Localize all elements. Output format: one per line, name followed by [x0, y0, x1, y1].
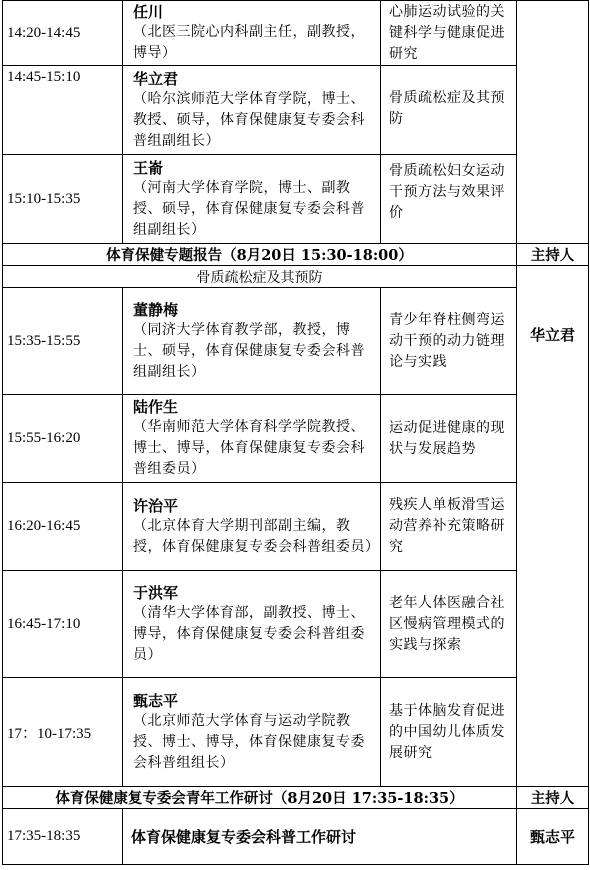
section-header: 体育保健康复专委会青年工作研讨（8月20日 17:35-18:35）	[3, 787, 517, 809]
speaker-name: 董静梅	[133, 300, 179, 319]
host-name: 华立君	[517, 266, 589, 787]
session-time: 15:55-16:20	[3, 395, 123, 483]
speaker-name: 于洪军	[133, 583, 179, 602]
table-row	[3, 678, 589, 787]
speaker-description: （华南师范大学体育科学学院教授、博士、博导，体育保健康复专委会科普组委员）	[133, 419, 365, 477]
speaker-cell	[123, 483, 381, 571]
speaker-name: 华立君	[133, 69, 179, 88]
talk-topic: 老年人体医融合社区慢病管理模式的实践与探索	[381, 571, 517, 678]
session-time: 14:20-14:45	[3, 1, 123, 66]
speaker-cell	[123, 1, 381, 66]
session-time: 15:10-15:35	[3, 155, 123, 244]
section-subheading: 骨质疏松症及其预防	[3, 266, 517, 288]
talk-topic: 基于体脑发育促进的中国幼儿体质发展研究	[381, 678, 517, 787]
table-row	[3, 288, 589, 395]
talk-topic: 骨质疏松症及其预防	[381, 66, 517, 155]
speaker-cell	[123, 288, 381, 395]
speaker-description: （北医三院心内科副主任，副教授，博导）	[133, 24, 365, 61]
speaker-name: 任川	[133, 3, 164, 21]
speaker-cell	[123, 678, 381, 787]
table-row	[3, 809, 589, 865]
speaker-name: 王嵛	[133, 158, 164, 177]
session-time: 16:45-17:10	[3, 571, 123, 678]
session-time: 14:45-15:10	[3, 66, 123, 155]
session-time: 17:35-18:35	[3, 809, 123, 865]
subheading-row	[3, 266, 589, 288]
speaker-description: （同济大学体育教学部，教授，博士、硕导，体育保健康复专委会科普组副组长）	[133, 321, 365, 380]
session-time: 17：10-17:35	[3, 678, 123, 787]
section-header-row	[3, 244, 589, 266]
speaker-name: 许治平	[133, 496, 179, 515]
talk-topic: 骨质疏松妇女运动干预方法与效果评价	[381, 155, 517, 244]
speaker-description: （北京体育大学期刊部副主编，教授，体育保健康复专委会科普组委员）	[133, 517, 380, 555]
session-time: 15:35-15:55	[3, 288, 123, 395]
speaker-description: （北京师范大学体育与运动学院教授、博士、博导，体育保健康复专委会科普组组长）	[133, 712, 365, 771]
speaker-description: （哈尔滨师范大学体育学院，博士、教授、硕导，体育保健康复专委会科普组副组长）	[133, 90, 365, 149]
host-label: 主持人	[517, 787, 589, 809]
host-name: 甄志平	[517, 809, 589, 865]
table-row	[3, 1, 589, 66]
host-label: 主持人	[517, 244, 589, 266]
table-row	[3, 66, 589, 155]
section-header: 体育保健专题报告（8月20日 15:30-18:00）	[3, 244, 517, 266]
speaker-description: （河南大学体育学院，博士、副教授、硕导，体育保健康复专委会科普组副组长）	[133, 179, 365, 238]
talk-topic: 运动促进健康的现状与发展趋势	[381, 395, 517, 483]
speaker-cell	[123, 66, 381, 155]
session-time: 16:20-16:45	[3, 483, 123, 571]
table-row	[3, 395, 589, 483]
table-row	[3, 155, 589, 244]
speaker-cell	[123, 571, 381, 678]
talk-topic: 青少年脊柱侧弯运动干预的动力链理论与实践	[381, 288, 517, 395]
talk-topic: 残疾人单板滑雪运动营养补充策略研究	[381, 483, 517, 571]
host-cell-empty	[517, 1, 589, 244]
speaker-name: 陆作生	[133, 398, 179, 416]
speaker-cell	[123, 155, 381, 244]
table-row	[3, 483, 589, 571]
table-row	[3, 571, 589, 678]
speaker-cell	[123, 395, 381, 483]
workshop-title: 体育保健康复专委会科普工作研讨	[123, 809, 517, 865]
section-header-row	[3, 787, 589, 809]
speaker-name: 甄志平	[133, 691, 179, 710]
speaker-description: （清华大学体育部，副教授、博士、博导，体育保健康复专委会科普组委员）	[133, 604, 365, 663]
talk-topic: 心肺运动试验的关键科学与健康促进研究	[381, 1, 517, 66]
schedule-table	[2, 0, 589, 865]
